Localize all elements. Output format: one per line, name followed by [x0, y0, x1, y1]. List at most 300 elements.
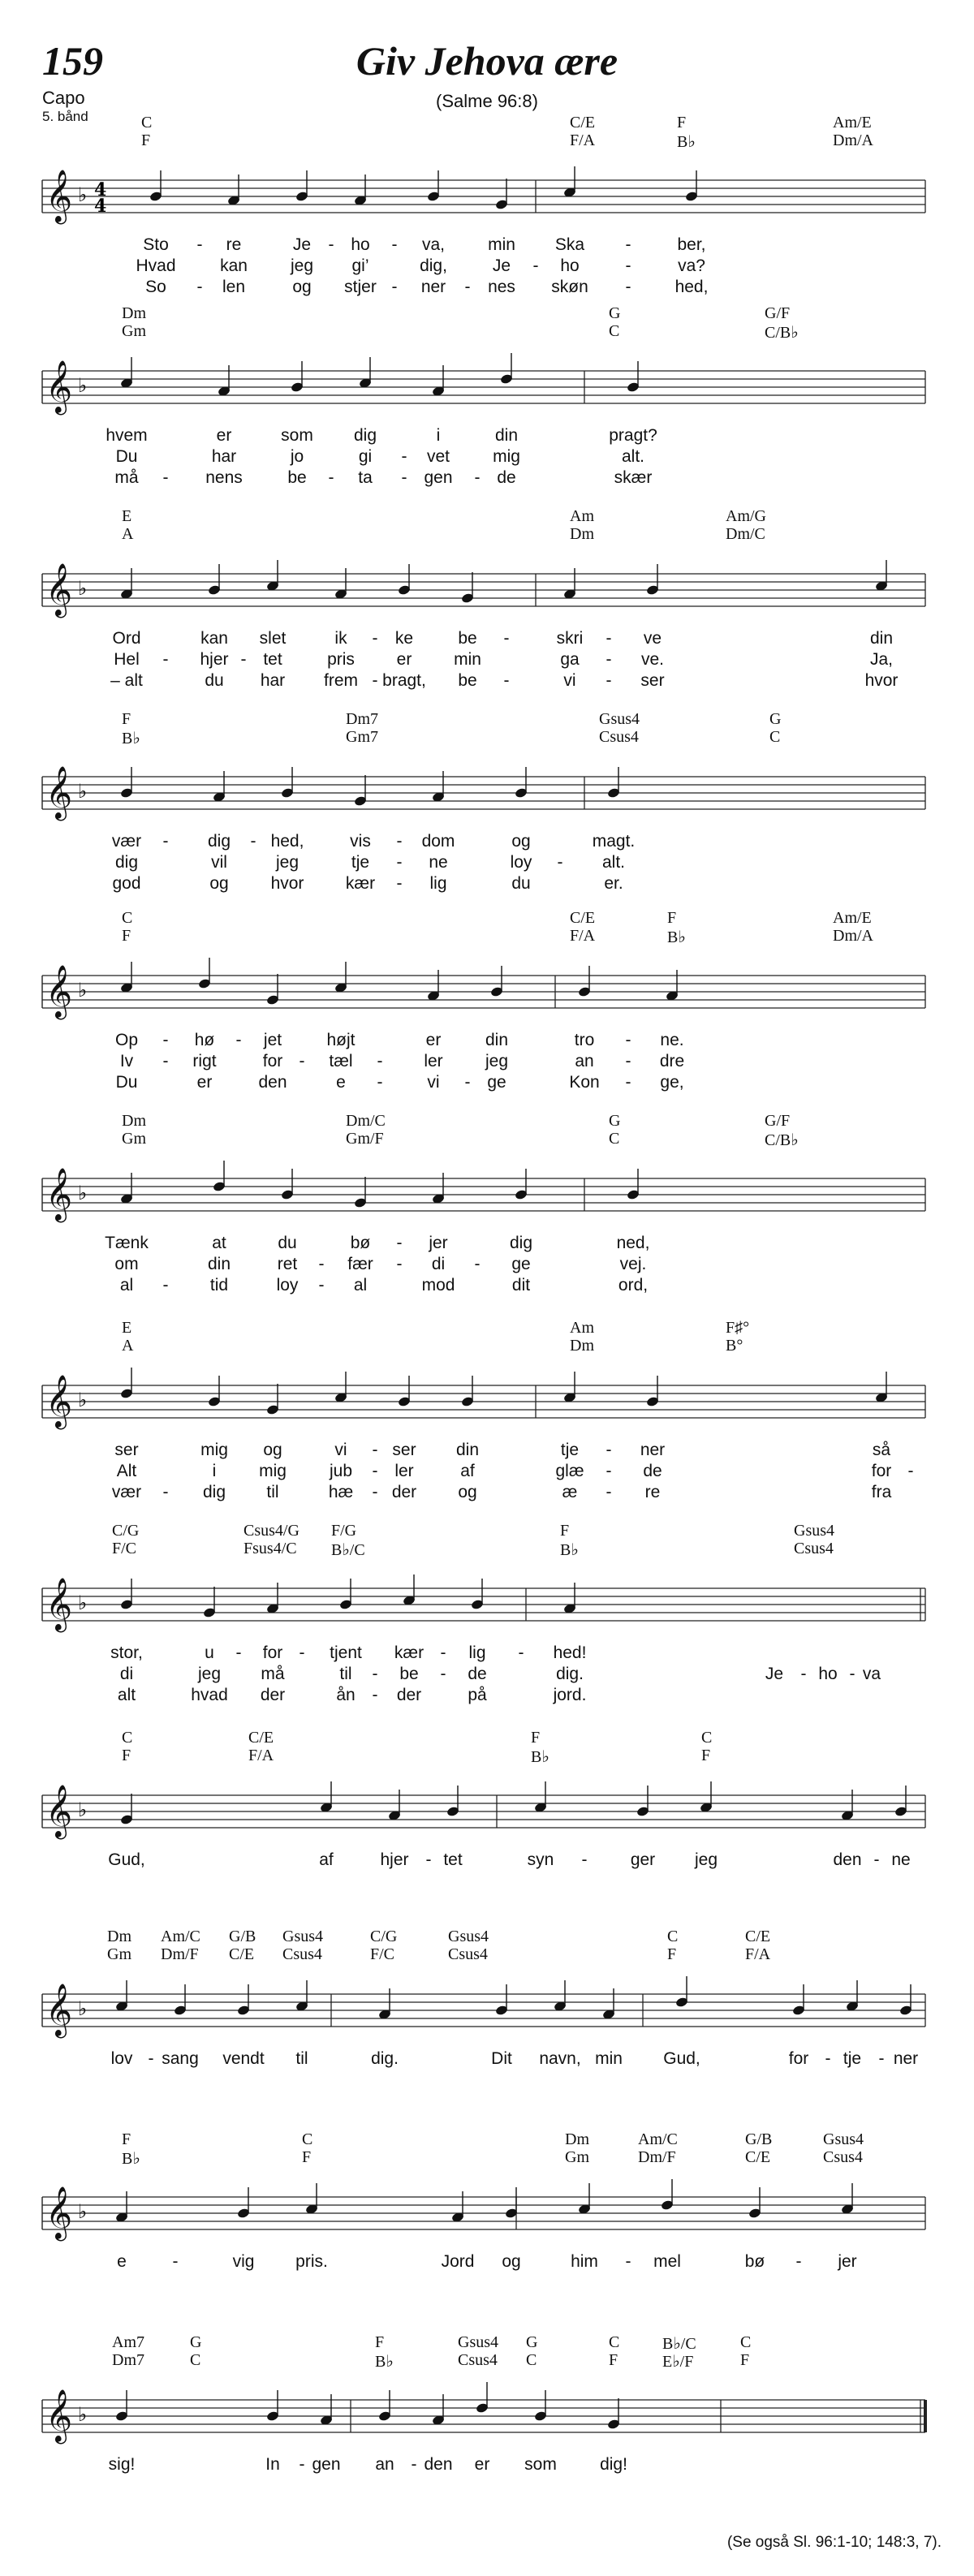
lyric-syllable: loy — [276, 1276, 299, 1294]
lyric-line — [0, 1462, 974, 1483]
lyric-syllable: dig — [114, 853, 139, 872]
lyric-syllable: bø — [350, 1234, 371, 1252]
lyric-syllable: ån — [336, 1686, 356, 1704]
chord-symbol: Dm — [122, 304, 146, 322]
chord-symbol: Am/C — [161, 1928, 200, 1945]
treble-clef: 𝄞 — [45, 1375, 73, 1428]
lyric-syllable: vær — [111, 832, 142, 851]
syllable-hyphen: - — [396, 874, 403, 893]
lyric-syllable: ho — [818, 1665, 838, 1683]
treble-clef: 𝄞 — [45, 360, 73, 413]
key-signature-flat: ♭ — [78, 1182, 88, 1204]
lyric-syllable: gen — [424, 468, 453, 487]
lyric-syllable: ser — [640, 671, 665, 690]
lyric-syllable: på — [468, 1686, 487, 1704]
chord-symbol: Dm — [122, 1112, 146, 1130]
chord-symbol: F/A — [570, 927, 596, 945]
lyric-syllable: ler — [424, 1052, 443, 1070]
lyric-syllable: ned, — [616, 1234, 650, 1252]
lyric-syllable: vet — [426, 447, 450, 466]
chord-symbol: F — [740, 2351, 750, 2369]
lyric-syllable: er — [474, 2455, 490, 2474]
lyric-syllable: va, — [421, 235, 446, 254]
capo-chord-row — [0, 1729, 974, 1748]
lyric-syllable: kan — [200, 629, 228, 648]
lyric-syllable: Hvad — [136, 256, 176, 275]
lyric-syllable: dom — [421, 832, 455, 851]
staff-system — [0, 1112, 974, 1315]
lyric-syllable: gi — [358, 447, 373, 466]
lyric-syllable: tje — [843, 2049, 862, 2068]
lyric-syllable: til — [266, 1483, 279, 1501]
chord-symbol: Dm/F — [638, 2148, 676, 2166]
key-signature-flat: ♭ — [78, 780, 88, 803]
lyric-syllable: dig — [202, 1483, 226, 1501]
lyric-line — [0, 1441, 974, 1462]
lyric-syllable: jub — [329, 1462, 353, 1480]
lyric-syllable: ke — [394, 629, 414, 648]
syllable-hyphen: - — [440, 1665, 446, 1683]
key-signature-flat: ♭ — [78, 577, 88, 600]
lyric-syllable: hed! — [553, 1643, 587, 1662]
lyric-syllable: så — [872, 1441, 891, 1459]
lyric-syllable: nes — [488, 278, 515, 296]
chord-symbol: B♭ — [122, 730, 140, 747]
chord-symbol: C/E — [745, 2148, 771, 2166]
lyric-syllable: In — [265, 2455, 280, 2474]
lyric-syllable: navn, — [539, 2049, 581, 2068]
syllable-hyphen: - — [396, 1234, 403, 1252]
chord-symbol: Csus4 — [823, 2148, 863, 2166]
lyric-line — [0, 278, 974, 299]
lyric-syllable: vi — [334, 1441, 347, 1459]
lyric-syllable: ge, — [660, 1073, 684, 1092]
chord-symbol: F♯° — [726, 1319, 750, 1337]
lyric-syllable: him — [571, 2252, 598, 2271]
lyric-syllable: jord. — [553, 1686, 587, 1704]
chord-symbol: F/A — [570, 131, 596, 149]
lyric-syllable: di — [119, 1665, 134, 1683]
chord-symbol: Gsus4 — [823, 2130, 864, 2148]
lyric-syllable: til — [295, 2049, 308, 2068]
syllable-hyphen: - — [474, 1255, 481, 1273]
lyric-syllable: glæ — [555, 1462, 584, 1480]
chord-symbol: C/B♭ — [765, 324, 799, 342]
lyric-syllable: lov — [110, 2049, 133, 2068]
syllable-hyphen: - — [800, 1665, 807, 1683]
syllable-hyphen: - — [235, 1643, 242, 1662]
chord-symbol: F — [677, 114, 687, 131]
chord-symbol: B♭ — [531, 1748, 549, 1766]
syllable-hyphen: - — [235, 1031, 242, 1049]
chord-symbol: Csus4 — [448, 1945, 488, 1963]
syllable-hyphen: - — [464, 278, 471, 296]
lyric-syllable: ve — [643, 629, 662, 648]
chord-symbol: C — [526, 2351, 537, 2369]
chord-symbol: C/E — [248, 1729, 274, 1747]
lyric-syllable: jeg — [694, 1850, 718, 1869]
lyric-syllable: ik — [334, 629, 347, 648]
chord-symbol: C — [609, 2333, 620, 2351]
lyric-syllable: hvor — [864, 671, 899, 690]
chord-symbol: F — [122, 2130, 131, 2148]
lyric-syllable: vi — [563, 671, 576, 690]
syllable-hyphen: - — [849, 1665, 855, 1683]
chord-symbol: A — [122, 525, 134, 543]
lyric-syllable: hjer — [200, 650, 229, 669]
lyric-syllable: min — [595, 2049, 623, 2068]
chord-symbol: Gsus4 — [599, 710, 640, 728]
syllable-hyphen: - — [299, 1643, 305, 1662]
lyric-syllable: skøn — [551, 278, 588, 296]
capo-chord-row — [0, 710, 974, 730]
key-signature-flat: ♭ — [78, 1997, 88, 2020]
lyric-syllable: syn — [527, 1850, 554, 1869]
lyric-syllable: e — [336, 1073, 346, 1092]
lyric-line — [0, 235, 974, 256]
chord-symbol: Gm/F — [346, 1130, 384, 1148]
lyric-syllable: og — [511, 832, 531, 851]
lyric-line — [0, 426, 974, 447]
lyric-syllable: al — [353, 1276, 368, 1294]
lyric-syllable: ser — [114, 1441, 139, 1459]
concert-chord-row — [0, 2351, 974, 2371]
capo-label: Capo — [42, 88, 85, 108]
syllable-hyphen: - — [425, 1850, 432, 1869]
key-signature-flat: ♭ — [78, 1592, 88, 1614]
syllable-hyphen: - — [372, 671, 378, 690]
syllable-hyphen: - — [391, 235, 398, 254]
lyric-syllable: ne. — [660, 1031, 684, 1049]
time-signature-bottom: 4 — [94, 196, 107, 217]
chord-symbol: G — [526, 2333, 538, 2351]
lyric-syllable: re — [644, 1483, 661, 1501]
lyric-syllable: der — [396, 1686, 422, 1704]
lyric-syllable: der — [260, 1686, 286, 1704]
chord-symbol: B♭/C — [331, 1541, 365, 1559]
syllable-hyphen: - — [464, 1073, 471, 1092]
concert-chord-row — [0, 322, 974, 342]
lyric-syllable: re — [226, 235, 242, 254]
lyric-syllable: ler — [394, 1462, 414, 1480]
syllable-hyphen: - — [372, 629, 378, 648]
lyric-line — [0, 874, 974, 895]
concert-chord-row — [0, 1945, 974, 1965]
syllable-hyphen: - — [474, 468, 481, 487]
lyric-syllable: ger — [630, 1850, 656, 1869]
capo-chord-row — [0, 507, 974, 527]
lyric-syllable: gi’ — [351, 256, 369, 275]
staff-system — [0, 710, 974, 913]
chord-symbol: Gm — [122, 1130, 146, 1148]
chord-symbol: B° — [726, 1337, 743, 1355]
chord-symbol: Gsus4 — [794, 1522, 835, 1540]
lyric-line — [0, 1052, 974, 1073]
lyric-syllable: Hel — [114, 650, 140, 669]
lyric-syllable: hvor — [270, 874, 304, 893]
syllable-hyphen: - — [162, 832, 169, 851]
capo-chord-row — [0, 114, 974, 133]
chord-symbol: F/C — [370, 1945, 395, 1963]
key-signature-flat: ♭ — [78, 1389, 88, 1411]
lyric-syllable: af — [460, 1462, 475, 1480]
chord-symbol: C/G — [370, 1928, 398, 1945]
lyric-syllable: din — [485, 1031, 509, 1049]
lyric-syllable: frem — [324, 671, 358, 690]
lyric-syllable: er — [425, 1031, 442, 1049]
syllable-hyphen: - — [396, 1255, 403, 1273]
capo-value: 5. bånd — [42, 109, 88, 124]
lyric-syllable: pris — [327, 650, 355, 669]
syllable-hyphen: - — [873, 1850, 880, 1869]
chord-symbol: B♭ — [667, 928, 686, 946]
syllable-hyphen: - — [377, 1052, 383, 1070]
chord-symbol: F — [122, 710, 131, 728]
lyric-syllable: højt — [326, 1031, 356, 1049]
lyric-syllable: tæl — [329, 1052, 353, 1070]
syllable-hyphen: - — [172, 2252, 179, 2271]
syllable-hyphen: - — [196, 235, 203, 254]
lyric-syllable: mig — [493, 447, 520, 466]
lyric-syllable: jer — [429, 1234, 448, 1252]
chord-symbol: F — [667, 909, 677, 927]
lyric-syllable: fær — [347, 1255, 373, 1273]
syllable-hyphen: - — [372, 1665, 378, 1683]
lyric-line — [0, 1234, 974, 1255]
lyric-syllable: du — [205, 671, 224, 690]
lyric-syllable: an — [575, 1052, 594, 1070]
chord-symbol: A — [122, 1337, 134, 1355]
syllable-hyphen: - — [557, 853, 563, 872]
lyric-line — [0, 2252, 974, 2273]
capo-chord-row — [0, 304, 974, 324]
lyric-syllable: kan — [220, 256, 248, 275]
lyric-line — [0, 468, 974, 489]
lyric-syllable: som — [281, 426, 313, 445]
lyric-syllable: tro — [574, 1031, 595, 1049]
lyric-syllable: vej. — [619, 1255, 647, 1273]
lyric-syllable: til — [339, 1665, 352, 1683]
lyric-syllable: gen — [312, 2455, 341, 2474]
lyric-line — [0, 1665, 974, 1686]
concert-chord-row — [0, 1540, 974, 1559]
syllable-hyphen: - — [162, 1276, 169, 1294]
chord-symbol: Dm7 — [112, 2351, 144, 2369]
lyric-syllable: rigt — [192, 1052, 217, 1070]
lyric-syllable: u — [205, 1643, 214, 1662]
lyric-syllable: Tænk — [105, 1234, 149, 1252]
lyric-line — [0, 671, 974, 692]
chord-symbol: Dm — [570, 525, 594, 543]
lyric-syllable: So — [145, 278, 166, 296]
treble-clef: 𝄞 — [45, 170, 73, 222]
chord-symbol: F — [667, 1945, 677, 1963]
concert-chord-row — [0, 1747, 974, 1766]
chord-symbol: Dm/C — [726, 525, 765, 543]
lyric-syllable: magt. — [592, 832, 636, 851]
lyric-syllable: tje — [351, 853, 370, 872]
syllable-hyphen: - — [625, 1031, 631, 1049]
lyric-syllable: tjent — [330, 1643, 362, 1662]
lyric-syllable: de — [497, 468, 516, 487]
syllable-hyphen: - — [625, 1073, 631, 1092]
staff-system — [0, 909, 974, 1112]
lyric-line — [0, 629, 974, 650]
syllable-hyphen: - — [581, 1850, 588, 1869]
syllable-hyphen: - — [907, 1462, 914, 1480]
chord-symbol: F — [531, 1729, 541, 1747]
chord-symbol: Dm/C — [346, 1112, 386, 1130]
syllable-hyphen: - — [625, 256, 631, 275]
lyric-syllable: alt. — [621, 447, 645, 466]
staff-system — [0, 1729, 974, 1932]
lyric-syllable: ga — [560, 650, 580, 669]
syllable-hyphen: - — [162, 468, 169, 487]
syllable-hyphen: - — [372, 1441, 378, 1459]
syllable-hyphen: - — [625, 2252, 631, 2271]
lyric-syllable: dig. — [556, 1665, 584, 1683]
song-title: Giv Jehova ære — [356, 38, 618, 84]
lyric-syllable: af — [319, 1850, 334, 1869]
lyric-syllable: dig — [353, 426, 377, 445]
lyric-syllable: alt — [117, 1686, 136, 1704]
concert-chord-row — [0, 927, 974, 946]
lyric-syllable: ho — [560, 256, 580, 275]
lyric-syllable: vig — [232, 2252, 255, 2271]
syllable-hyphen: - — [625, 235, 631, 254]
key-signature-flat: ♭ — [78, 979, 88, 1002]
chord-symbol: G/F — [765, 1112, 791, 1130]
syllable-hyphen: - — [518, 1643, 524, 1662]
lyric-syllable: den — [833, 1850, 862, 1869]
lyric-syllable: sang — [162, 2049, 199, 2068]
lyric-syllable: be — [458, 671, 477, 690]
lyric-line — [0, 1643, 974, 1665]
lyric-syllable: ber, — [677, 235, 706, 254]
lyric-syllable: vi — [427, 1073, 440, 1092]
lyric-syllable: har — [211, 447, 237, 466]
lyric-syllable: dit — [511, 1276, 531, 1294]
lyric-syllable: hjer — [380, 1850, 409, 1869]
lyric-syllable: jet — [263, 1031, 282, 1049]
syllable-hyphen: - — [372, 1483, 378, 1501]
lyric-syllable: og — [263, 1441, 282, 1459]
syllable-hyphen: - — [606, 1483, 612, 1501]
lyric-syllable: din — [207, 1255, 231, 1273]
lyric-syllable: Iv — [119, 1052, 134, 1070]
chord-symbol: F — [141, 131, 151, 149]
lyric-syllable: ge — [487, 1073, 506, 1092]
lyric-syllable: slet — [259, 629, 287, 648]
lyric-syllable: er — [216, 426, 232, 445]
lyric-syllable: hed, — [674, 278, 709, 296]
chord-symbol: G — [609, 304, 621, 322]
syllable-hyphen: - — [250, 832, 256, 851]
lyric-line — [0, 1031, 974, 1052]
syllable-hyphen: - — [606, 1441, 612, 1459]
lyric-syllable: dig, — [420, 256, 447, 275]
chord-symbol: Am/E — [833, 909, 872, 927]
lyric-syllable: jer — [838, 2252, 857, 2271]
lyric-syllable: dig — [509, 1234, 533, 1252]
lyric-syllable: er — [196, 1073, 213, 1092]
time-signature-top: 4 — [94, 179, 107, 200]
chord-symbol: Am/E — [833, 114, 872, 131]
lyric-syllable: len — [222, 278, 246, 296]
syllable-hyphen: - — [148, 2049, 154, 2068]
syllable-hyphen: - — [318, 1276, 325, 1294]
syllable-hyphen: - — [318, 1255, 325, 1273]
lyric-syllable: jeg — [275, 853, 300, 872]
chord-symbol: Gsus4 — [282, 1928, 324, 1945]
lyric-syllable: tet — [443, 1850, 463, 1869]
lyric-syllable: ner — [420, 278, 446, 296]
chord-symbol: C — [122, 909, 133, 927]
capo-chord-row — [0, 2333, 974, 2353]
lyric-syllable: tet — [263, 650, 282, 669]
lyric-syllable: ve. — [640, 650, 665, 669]
chord-symbol: Gm7 — [346, 728, 378, 746]
treble-clef: 𝄞 — [45, 1785, 73, 1837]
chord-symbol: F — [122, 927, 131, 945]
treble-clef: 𝄞 — [45, 965, 73, 1018]
lyric-syllable: skri — [556, 629, 584, 648]
capo-chord-row — [0, 1319, 974, 1338]
chord-symbol: G/B — [745, 2130, 773, 2148]
lyric-syllable: har — [260, 671, 286, 690]
lyric-syllable: ta — [358, 468, 373, 487]
lyric-syllable: mel — [653, 2252, 681, 2271]
chord-symbol: Csus4 — [794, 1540, 834, 1557]
lyric-syllable: stor, — [110, 1643, 143, 1662]
chord-symbol: Gm — [122, 322, 146, 340]
syllable-hyphen: - — [162, 1483, 169, 1501]
syllable-hyphen: - — [625, 1052, 631, 1070]
lyric-syllable: og — [209, 874, 229, 893]
chord-symbol: C — [190, 2351, 201, 2369]
syllable-hyphen: - — [396, 853, 403, 872]
lyric-syllable: om — [114, 1255, 139, 1273]
staff-system — [0, 1319, 974, 1522]
capo-chord-row — [0, 909, 974, 928]
lyric-syllable: jeg — [485, 1052, 509, 1070]
lyric-syllable: ret — [277, 1255, 298, 1273]
lyric-syllable: be — [287, 468, 307, 487]
concert-chord-row — [0, 525, 974, 545]
lyric-line — [0, 2455, 974, 2476]
chord-symbol: Dm/F — [161, 1945, 199, 1963]
lyric-syllable: jeg — [197, 1665, 222, 1683]
chord-symbol: G — [769, 710, 782, 728]
lyric-line — [0, 853, 974, 874]
lyric-syllable: pris. — [295, 2252, 328, 2271]
chord-symbol: Dm — [107, 1928, 131, 1945]
capo-chord-row — [0, 2130, 974, 2150]
lyric-syllable: ord, — [618, 1276, 649, 1294]
lyric-syllable: ser — [392, 1441, 416, 1459]
syllable-hyphen: - — [372, 1462, 378, 1480]
lyric-syllable: fra — [871, 1483, 892, 1501]
lyric-syllable: dre — [659, 1052, 685, 1070]
treble-clef: 𝄞 — [45, 2389, 73, 2442]
chord-symbol: Gsus4 — [448, 1928, 489, 1945]
lyric-syllable: ge — [511, 1255, 531, 1273]
concert-chord-row — [0, 728, 974, 747]
lyric-syllable: er — [396, 650, 412, 669]
chord-symbol: C — [609, 322, 620, 340]
lyric-syllable: din — [455, 1441, 480, 1459]
staff-system — [0, 2333, 974, 2536]
